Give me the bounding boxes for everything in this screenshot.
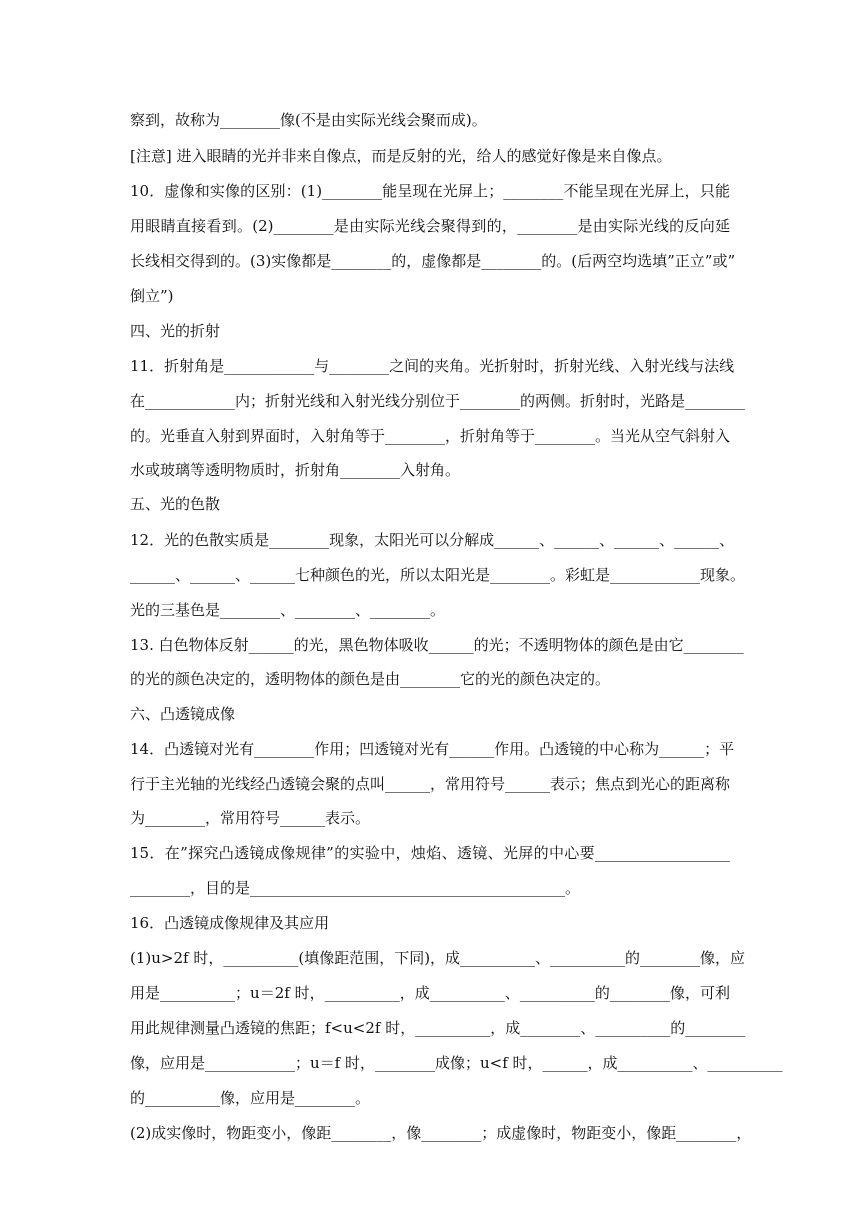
text-line: 10．虚像和实像的区别：(1)________能呈现在光屏上；________不能呈现在光屏上，只能 [130,182,730,200]
text-line: 11．折射角是____________与________之间的夹角。光折射时，折射光线、入射光线与法线 [130,357,735,375]
text-line: 用是__________；u＝2f 时，__________，成__________、__________的________像，可利 [130,984,730,1002]
text-line: 像，应用是____________；u＝f 时，________成像；u<f 时，______，成__________、__________ [130,1054,783,1072]
text-line: 用眼睛直接看到。(2)________是由实际光线会聚得到的，________是由实际光线的反向延 [130,217,730,235]
text-line: 用此规律测量凸透镜的焦距；f<u<2f 时，__________，成________、__________的________ [130,1019,746,1037]
text-line: 15．在”探究凸透镜成像规律”的实验中，烛焰、透镜、光屏的中心要__________________ [130,844,730,862]
text-line: 在____________内；折射光线和入射光线分别位于________的两侧。折射时，光路是________ [130,392,746,410]
text-line: 14．凸透镜对光有________作用；凹透镜对光有______作用。凸透镜的中心称为______；平 [130,740,735,758]
text-line: 倒立”) [130,287,174,305]
text-line: (1)u>2f 时，__________(填像距范围，下同)，成__________、__________的________像，应 [130,949,746,967]
section-heading: 五、光的色散 [130,495,221,513]
text-line: 的。光垂直入射到界面时，入射角等于________，折射角等于________。当光从空气斜射入 [130,427,731,445]
text-line: (2)成实像时，物距变小，像距________，像________；成虚像时，物距变小，像距________， [130,1124,752,1142]
text-line: 光的三基色是________、________、________。 [130,601,446,619]
text-line: 16．凸透镜成像规律及其应用 [130,914,330,932]
text-line: 的__________像，应用是________。 [130,1089,371,1107]
text-line: 水或玻璃等透明物质时，折射角________入射角。 [130,461,461,479]
text-line: ______、______、______七种颜色的光，所以太阳光是________。彩虹是____________现象。 [130,566,746,584]
text-line: 12．光的色散实质是________现象，太阳光可以分解成______、______、______、______、 [130,531,735,549]
text-line: 的光的颜色决定的，透明物体的颜色是由________它的光的颜色决定的。 [130,670,611,688]
text-line: 察到，故称为________像(不是由实际光线会聚而成)。 [130,111,487,129]
text-line: [注意] 进入眼睛的光并非来自像点，而是反射的光，给人的感觉好像是来自像点。 [130,147,672,165]
text-line: 行于主光轴的光线经凸透镜会聚的点叫______，常用符号______表示；焦点到光心的距离称 [130,775,731,793]
text-line: 长线相交得到的。(3)实像都是________的，虚像都是________的。(后两空均选填”正立”或” [130,252,736,270]
text-line: 13. 白色物体反射______的光，黑色物体吸收______的光；不透明物体的颜色是由它________ [130,636,744,654]
text-line: ________，目的是__________________________________________。 [130,879,581,897]
text-line: 为________，常用符号______表示。 [130,809,371,827]
section-heading: 六、凸透镜成像 [130,705,236,723]
section-heading: 四、光的折射 [130,322,221,340]
